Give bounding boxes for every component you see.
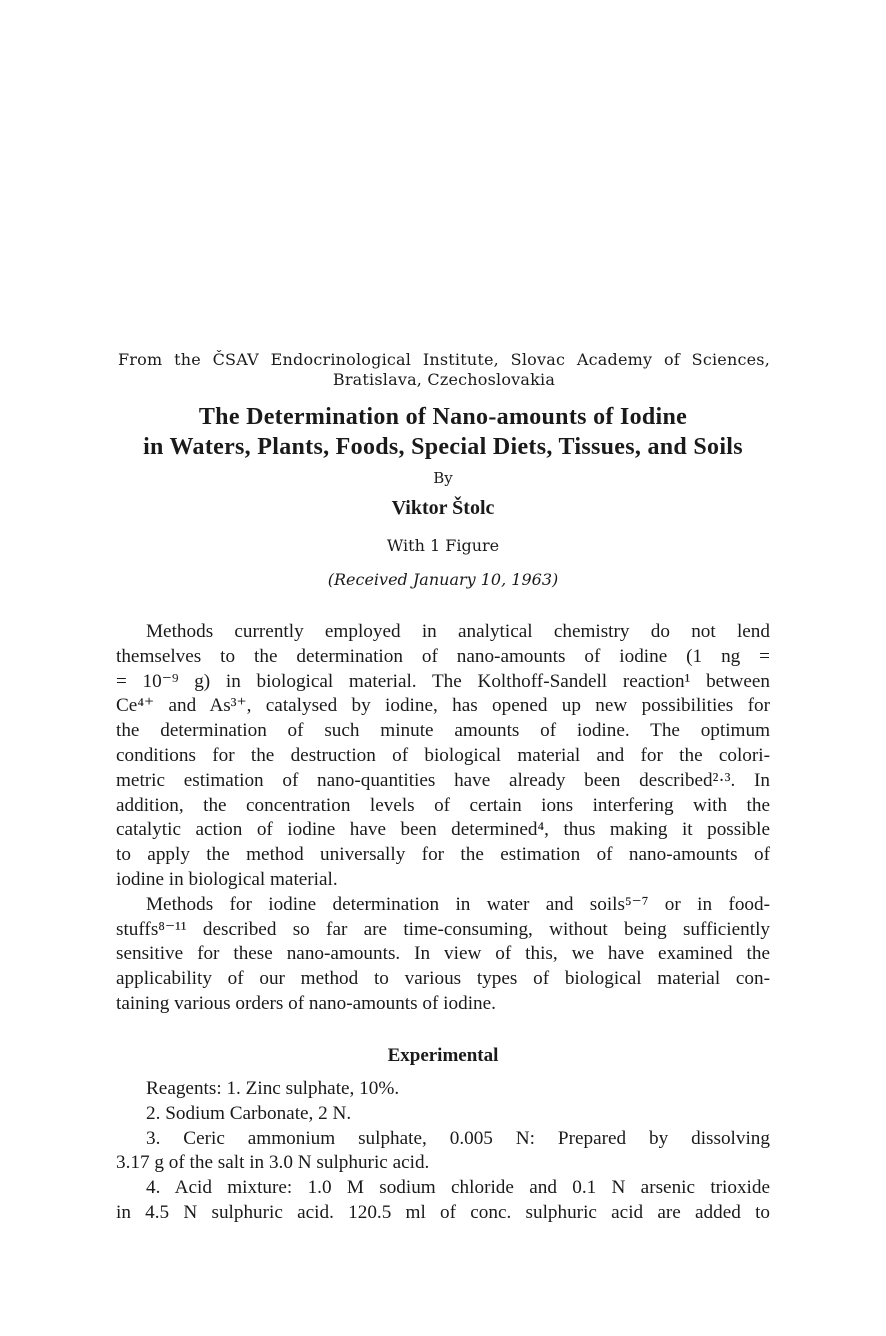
body-line: to apply the method universally for the estimation of nano-amounts of [116, 844, 770, 866]
affiliation-line-1: From the ČSAV Endocrinological Institute, Slovac Academy of Sciences, [118, 350, 770, 369]
reagent-line: 2. Sodium Carbonate, 2 N. [146, 1102, 352, 1124]
body-line: taining various orders of nano-amounts of iodine. [116, 992, 496, 1014]
body-line: applicability of our method to various types of biological material con- [116, 968, 770, 990]
body-line: Methods for iodine determination in water and soils⁵⁻⁷ or in food- [146, 893, 770, 915]
body-line: conditions for the destruction of biological material and for the colori- [116, 744, 770, 766]
title-line-2: in Waters, Plants, Foods, Special Diets, Tissues, and Soils [143, 434, 743, 460]
affiliation [118, 350, 770, 390]
body-line: Ce⁴⁺ and As³⁺, catalysed by iodine, has opened up new possibilities for [116, 695, 770, 717]
body-line: iodine in biological material. [116, 868, 338, 890]
reagent-line: 3.17 g of the salt in 3.0 N sulphuric acid. [116, 1152, 430, 1174]
received-date: (Received January 10, 1963) [327, 570, 559, 589]
body-text [116, 620, 770, 1017]
section-heading-experimental: Experimental [387, 1045, 499, 1066]
reagent-line: Reagents: 1. Zinc sulphate, 10%. [146, 1078, 400, 1099]
reagent-line: in 4.5 N sulphuric acid. 120.5 ml of conc. sulphuric acid are added to [116, 1201, 770, 1223]
reagent-line: 4. Acid mixture: 1.0 M sodium chloride and 0.1 N arsenic trioxide [146, 1177, 770, 1199]
author-name: Viktor Štolc [391, 497, 495, 519]
body-line: sensitive for these nano-amounts. In view of this, we have examined the [116, 943, 770, 965]
body-line: Methods currently employed in analytical chemistry do not lend [146, 621, 770, 642]
figure-note: With 1 Figure [386, 536, 500, 555]
paper-title [100, 402, 786, 462]
affiliation-line-2: Bratislava, Czechoslovakia [332, 370, 556, 389]
body-line: stuffs⁸⁻¹¹ described so far are time-consuming, without being sufficiently [116, 918, 770, 940]
body-line: addition, the concentration levels of certain ions interfering with the [116, 794, 770, 816]
body-line: the determination of such minute amounts of iodine. The optimum [116, 720, 770, 742]
body-line: themselves to the determination of nano-amounts of iodine (1 ng = [116, 645, 770, 667]
body-line: metric estimation of nano-quantities have already been described²·³. In [116, 769, 770, 791]
title-line-1: The Determination of Nano-amounts of Iodine [198, 404, 688, 430]
reagents-list [116, 1077, 770, 1226]
body-line: = 10⁻⁹ g) in biological material. The Kolthoff-Sandell reaction¹ between [116, 670, 770, 692]
body-line: catalytic action of iodine have been determined⁴, thus making it possible [116, 819, 770, 841]
reagent-line: 3. Ceric ammonium sulphate, 0.005 N: Prepared by dissolving [146, 1127, 770, 1149]
byline: By [433, 469, 453, 487]
